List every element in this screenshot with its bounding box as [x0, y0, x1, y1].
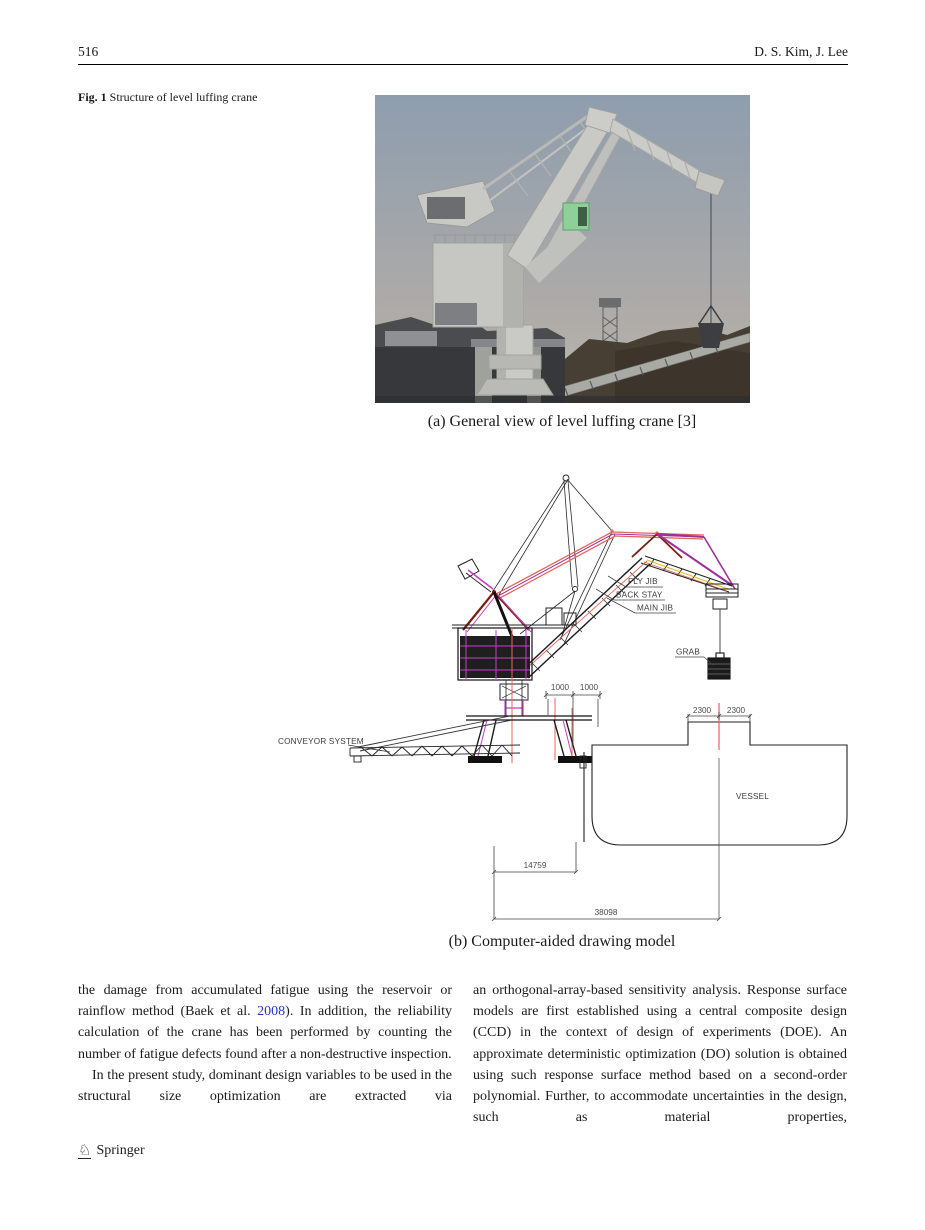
cad-drawing — [270, 458, 870, 928]
label-fly-jib: FLY JIB — [628, 577, 658, 586]
publisher-name: Springer — [96, 1142, 145, 1158]
label-grab: GRAB — [676, 647, 701, 657]
page-number: 516 — [78, 44, 99, 59]
body-paragraph-2: In the present study, dominant design variables to be used in the structural size optimization are extracted via — [78, 1067, 452, 1105]
label-conveyor-system: CONVEYOR SYSTEM — [278, 737, 364, 746]
body-column-left — [78, 980, 452, 1107]
dim-14759: 14759 — [523, 861, 547, 870]
cad-structure-lines — [348, 475, 847, 921]
label-main-jib: MAIN JIB — [637, 603, 674, 613]
body-paragraph-3: an orthogonal-array-based sensitivity analysis. Response surface models are first established using a central composite design (CCD) in the context of design of experiments (DOE). An approximate deterministic optimization (DO) solution is obtained using such response surface method based on a second-order polynomial. Further, to accommodate uncertainties in the design, such as material properties, — [473, 983, 847, 1126]
figure-caption — [78, 90, 278, 105]
photo-scene — [375, 95, 750, 403]
dim-2300-right: 2300 — [726, 706, 746, 715]
panel-b-caption: (b) Computer-aided drawing model — [448, 933, 676, 950]
header-rule — [78, 64, 848, 65]
running-authors: D. S. Kim, J. Lee — [754, 44, 848, 59]
paragraph-text: the damage from accumulated fatigue using the reservoir or rainflow method (Baek et al. — [78, 983, 452, 1020]
label-vessel: VESSEL — [736, 792, 770, 801]
dim-1000-right: 1000 — [579, 683, 599, 692]
dim-38098: 38098 — [594, 908, 618, 917]
label-back-stay: BACK STAY — [616, 590, 663, 600]
body-column-right — [473, 980, 847, 1128]
publisher-footer — [78, 1142, 145, 1159]
dim-2300-left: 2300 — [692, 706, 712, 715]
figure-caption-text: Structure of level luffing crane — [106, 90, 258, 104]
citation-link-baek-2008[interactable]: 2008 — [257, 1004, 286, 1020]
springer-horse-icon: ♘ — [78, 1141, 92, 1159]
body-paragraph-1 — [78, 980, 452, 1065]
crane-photo — [375, 95, 750, 403]
panel-a-caption: (a) General view of level luffing crane [3] — [427, 413, 697, 430]
dim-1000-left: 1000 — [550, 683, 570, 692]
paragraph-text: ). In addition, the reliability calculation of the crane has been performed by counting the number of fatigue defects found after a non-destructive inspection. — [78, 1004, 452, 1062]
figure-caption-label: Fig. 1 — [78, 90, 107, 104]
